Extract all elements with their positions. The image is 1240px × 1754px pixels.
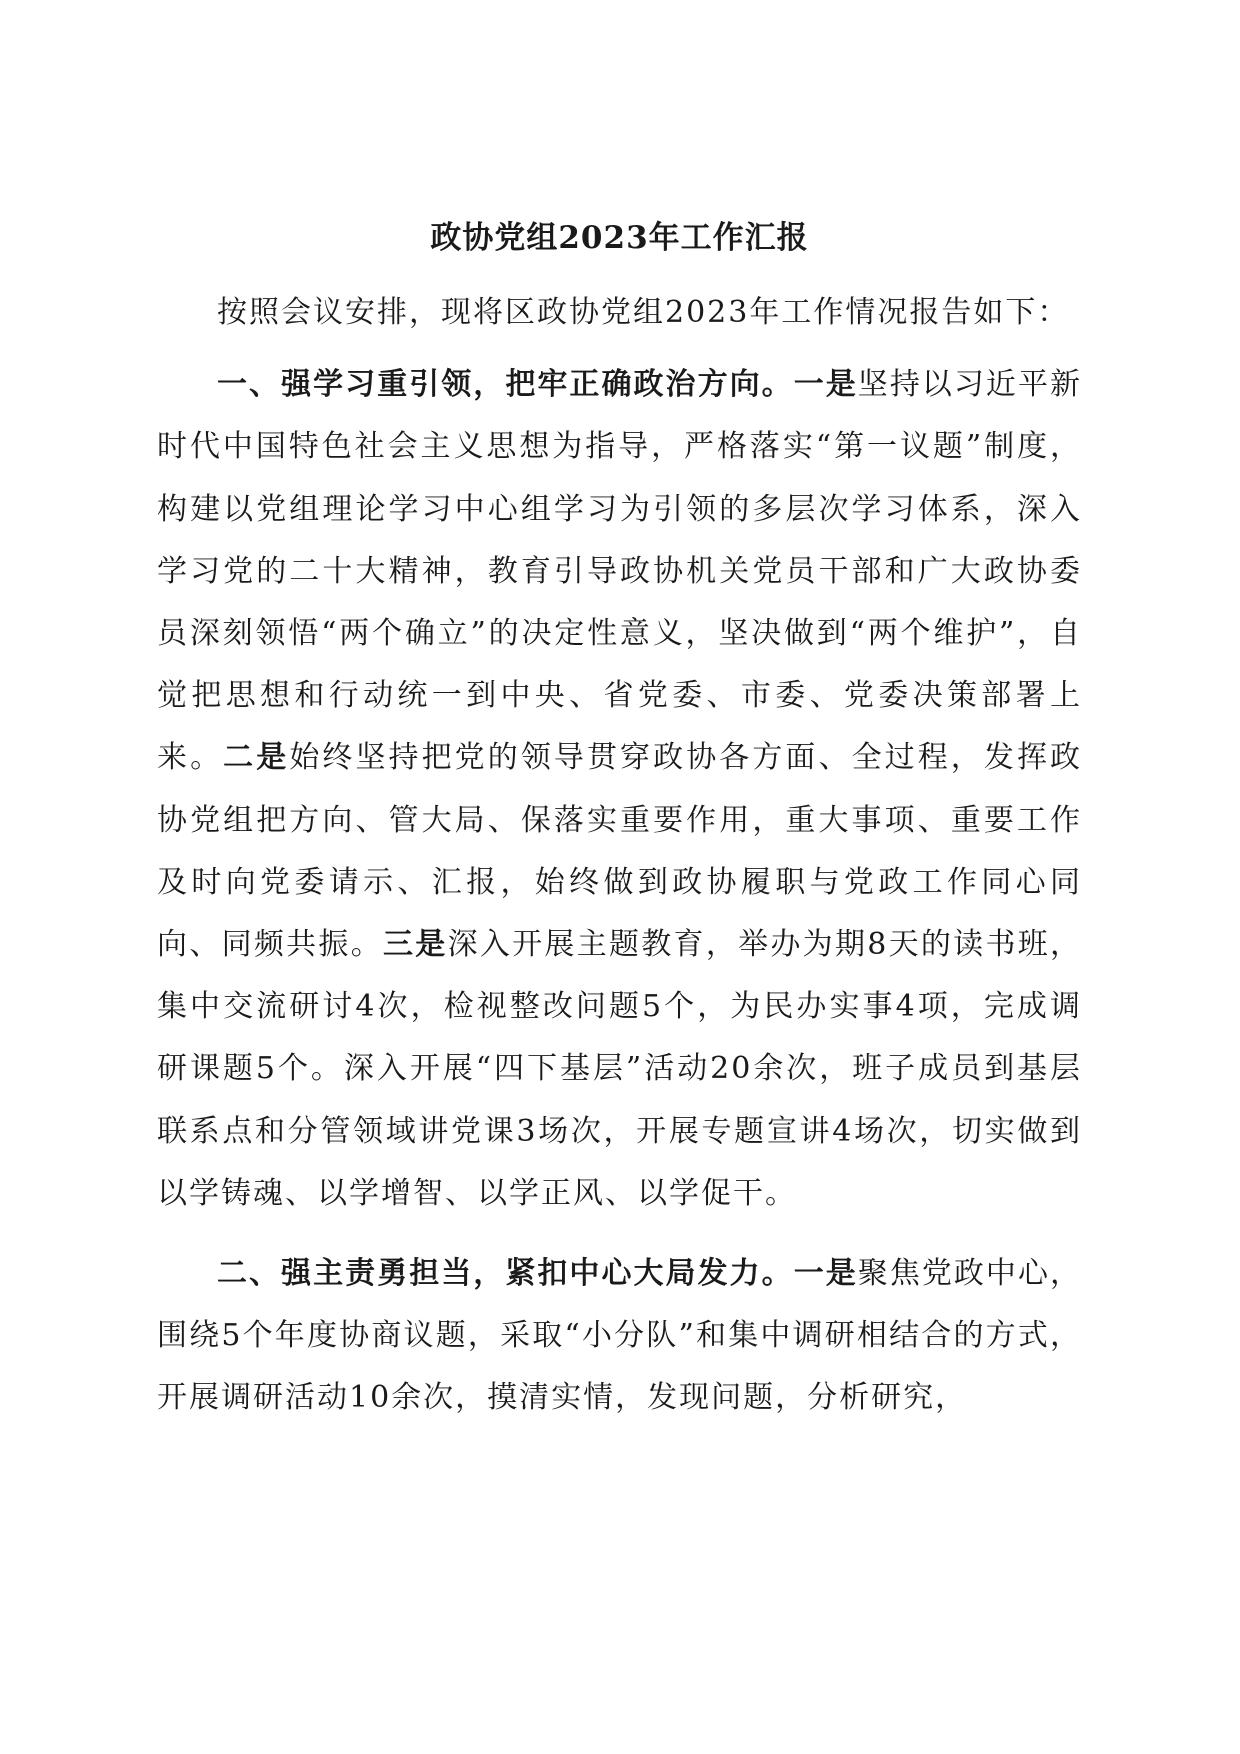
intro-paragraph: 按照会议安排，现将区政协党组2023年工作情况报告如下： (217, 295, 1070, 330)
section-2-paragraph (157, 1243, 1082, 1430)
section-1-paragraph (157, 354, 1082, 1225)
section-1-point-3-text: 深入开展主题教育，举办为期8天的读书班，集中交流研讨4次，检视整改问题5个，为民办实事4项，完成调研课题5个。深入开展“四下基层”活动20余次，班子成员到基层联系点和分管领域讲党课3场次，开展专题宣讲4场次，切实做到以学铸魂、以学增智、以学正风、以学促干。 (157, 927, 1083, 1211)
document-body (157, 212, 1082, 1430)
section-2-point-1-text: 聚焦党政中心，围绕5个年度协商议题，采取“小分队”和集中调研相结合的方式，开展调研活动10余次，摸清实情，发现问题，分析研究， (157, 1256, 1083, 1416)
section-2-point-1-label: 一是 (793, 1256, 858, 1292)
document-title: 政协党组2023年工作汇报 (430, 220, 809, 256)
section-2-heading: 二、强主责勇担当，紧扣中心大局发力。 (217, 1256, 794, 1292)
section-1-point-1-label: 一是 (793, 367, 858, 403)
section-1-point-1-text: 坚持以习近平新时代中国特色社会主义思想为指导，严格落实“第一议题”制度，构建以党组理论学习中心组学习为引领的多层次学习体系，深入学习党的二十大精神，教育引导政协机关党员干部和广大政协委员深刻领悟“两个确立”的决定性意义，坚决做到“两个维护”，自觉把思想和行动统一到中央、省党委、市委、党委决策部署上来。 (157, 367, 1083, 776)
section-1-point-2-text: 始终坚持把党的领导贯穿政协各方面、全过程，发挥政协党组把方向、管大局、保落实重要作用，重大事项、重要工作及时向党委请示、汇报，始终做到政协履职与党政工作同心同向、同频共振。 (157, 740, 1083, 963)
section-1-point-3-label: 三是 (382, 927, 448, 963)
section-1-point-2-label: 二是 (223, 740, 290, 776)
section-1-heading: 一、强学习重引领，把牢正确政治方向。 (217, 367, 794, 403)
